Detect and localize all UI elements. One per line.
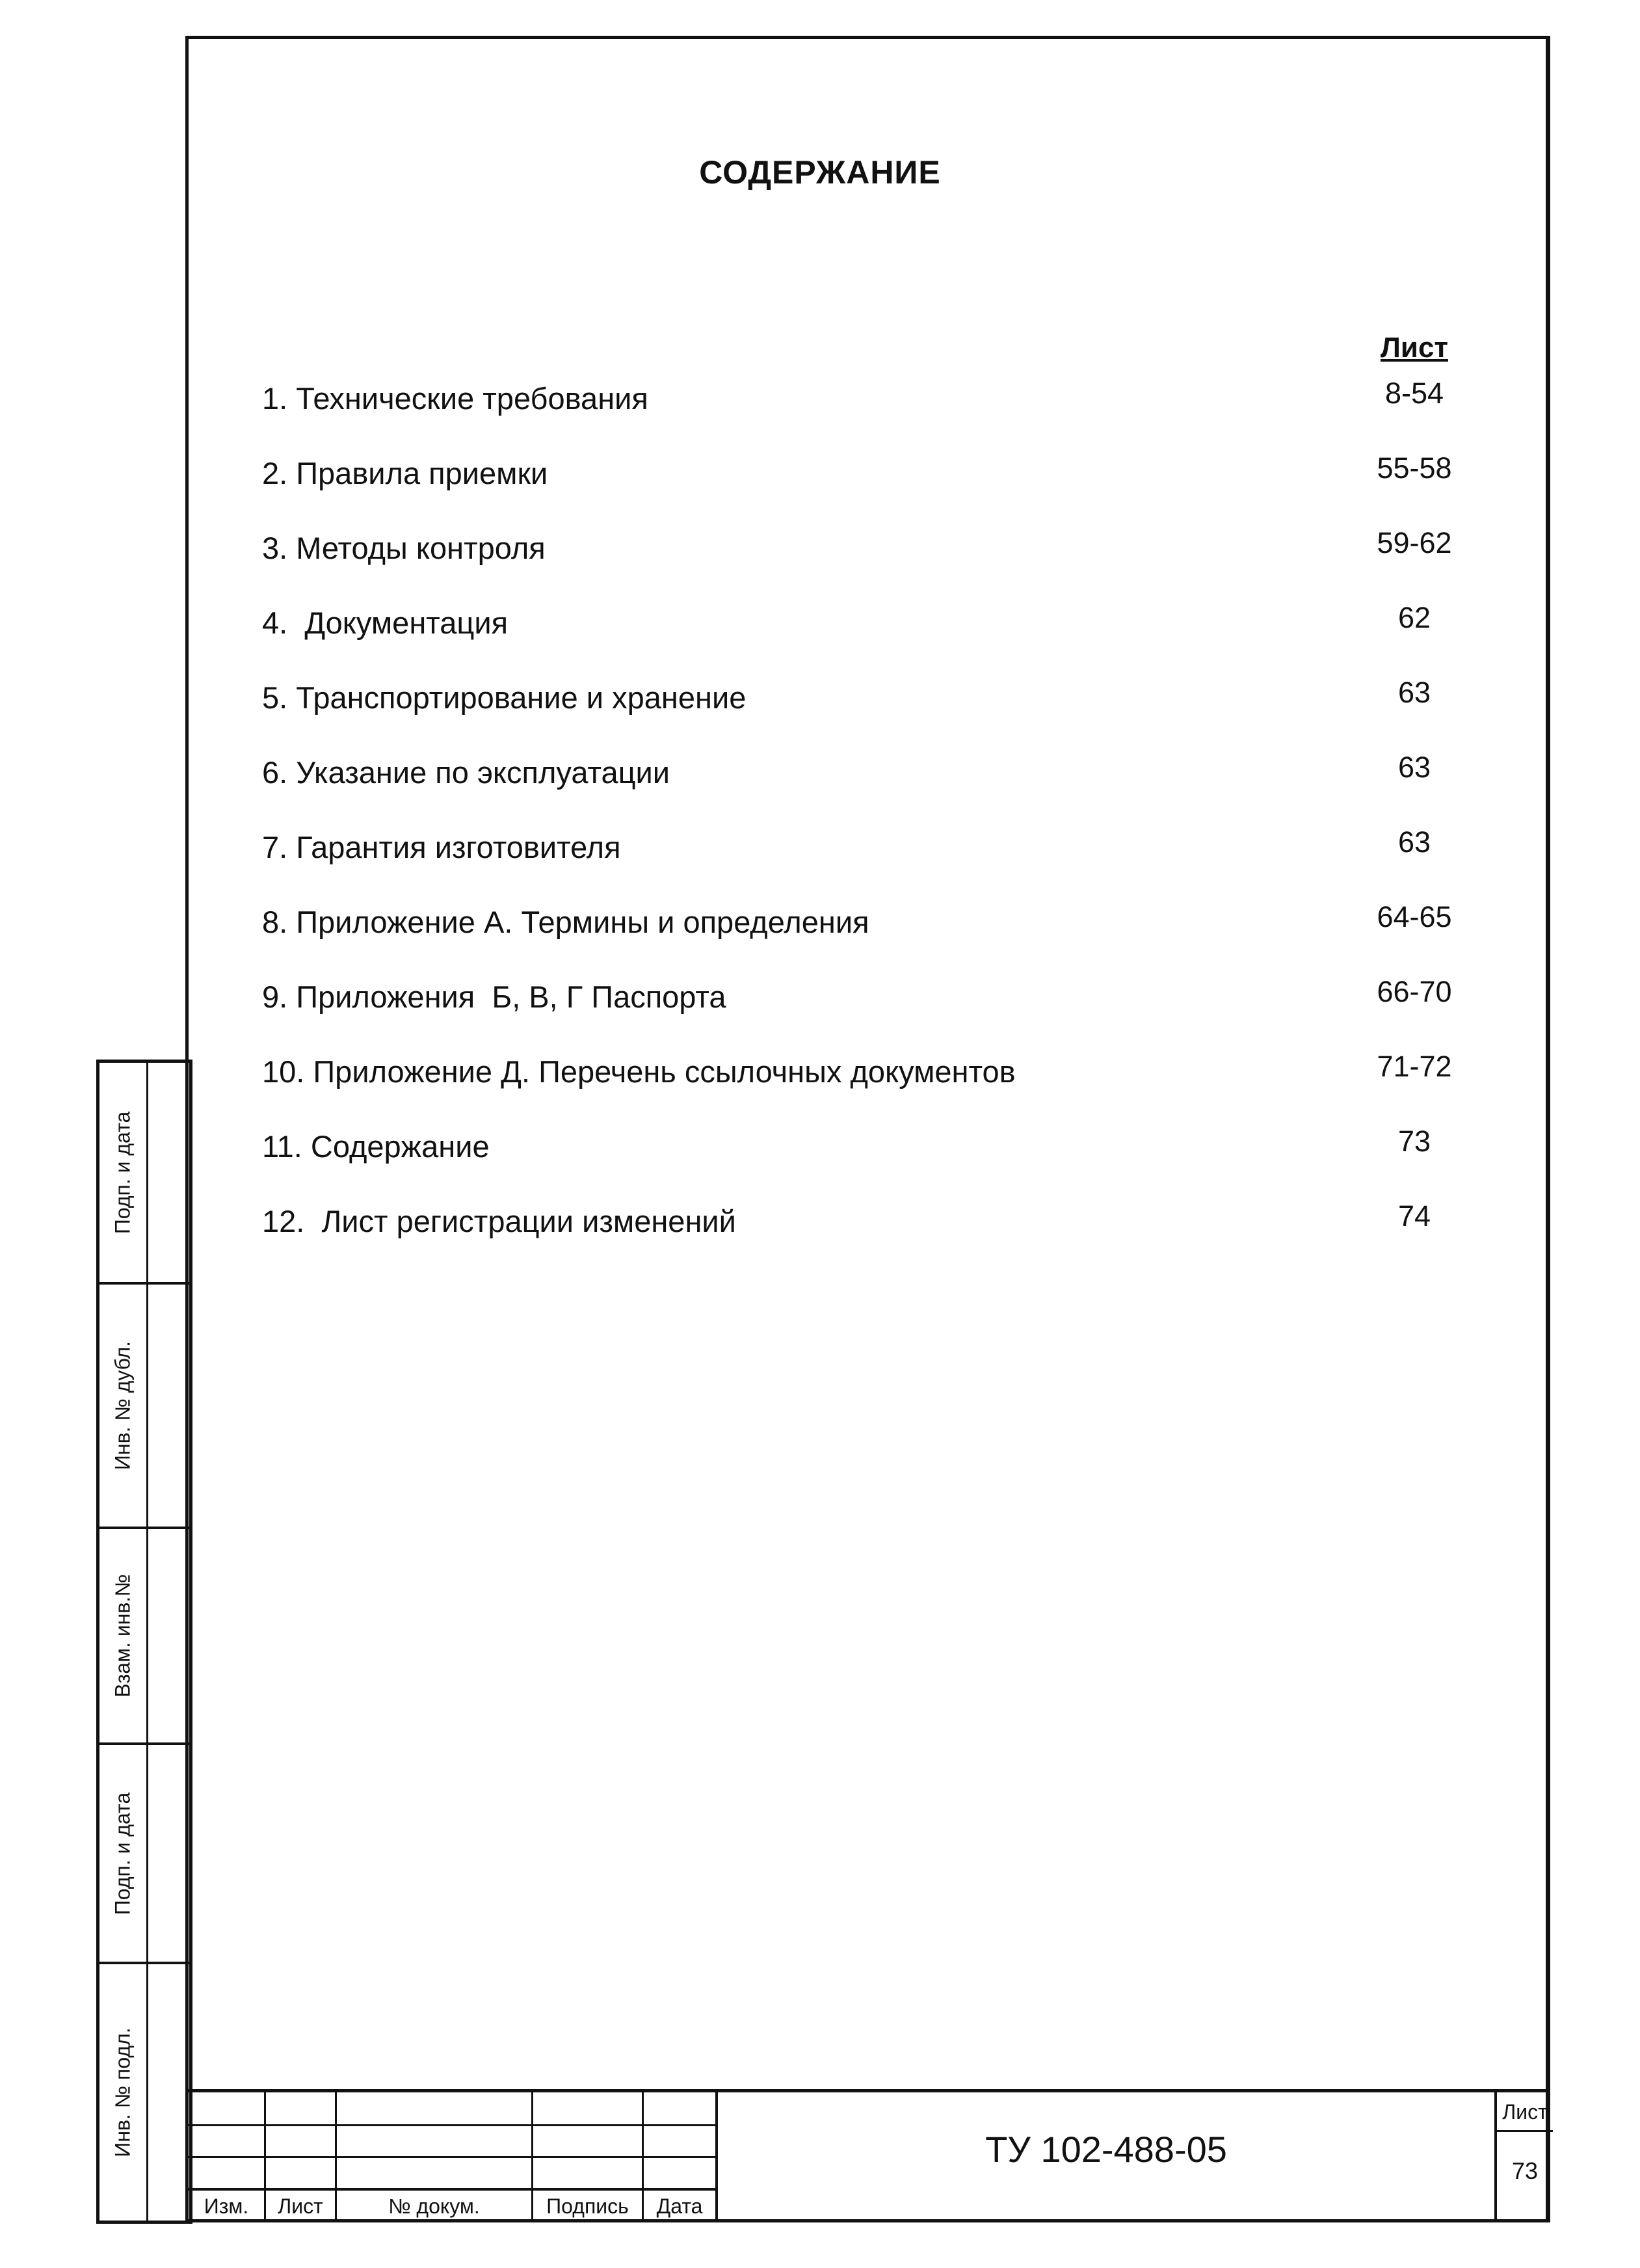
toc-row: [262, 526, 1452, 569]
side-cell-label: Инв. № дубл.: [111, 1341, 135, 1471]
toc-row: [262, 601, 1433, 644]
side-stamp-divider: [146, 1063, 148, 2221]
title-block-line: [189, 2124, 717, 2126]
toc-item-page: 55-58: [1377, 451, 1452, 485]
toc-item-label: 12. Лист регистрации изменений: [262, 1204, 736, 1238]
toc-item-page: 71-72: [1377, 1050, 1452, 1083]
toc-row: [262, 1125, 1433, 1167]
toc-item-page: 73: [1397, 1125, 1431, 1158]
toc-item-label: 3. Методы контроля: [262, 531, 546, 565]
toc-row: [262, 825, 1433, 868]
side-cell-label: Инв. № подл.: [111, 2027, 135, 2157]
toc-item-page: 64-65: [1377, 900, 1452, 933]
page-frame: [185, 36, 1550, 2156]
side-cell-label: Взам. инв.№: [111, 1574, 135, 1698]
toc-item-label: 8. Приложение А. Термины и определения: [262, 905, 869, 939]
side-stamp: [96, 1060, 192, 2224]
side-cell-replaced-inv: [99, 1529, 146, 1742]
column-label-signature: Подпись: [546, 2195, 629, 2218]
toc-column-header: Лист: [1381, 332, 1448, 364]
toc-row: [262, 975, 1452, 1018]
toc-item-label: 1. Технические требования: [262, 381, 648, 416]
toc-item-label: 9. Приложения Б, В, Г Паспорта: [262, 980, 726, 1014]
toc-item-page: 62: [1397, 601, 1431, 634]
toc-row: [262, 751, 1433, 794]
toc-item-page: 74: [1397, 1199, 1431, 1233]
title-block: [185, 2089, 1550, 2222]
page-title: СОДЕРЖАНИЕ: [699, 154, 941, 191]
toc-row: [262, 1199, 1433, 1242]
side-cell-signature-date-2: [99, 1745, 146, 1962]
column-label-doc-number: № докум.: [388, 2195, 480, 2218]
toc-item-page: 63: [1397, 751, 1431, 784]
title-block-line: [1494, 2130, 1553, 2132]
toc-item-page: 66-70: [1377, 975, 1452, 1008]
title-block-line: [189, 2156, 717, 2158]
toc-item-label: 10. Приложение Д. Перечень ссылочных документов: [262, 1054, 1016, 1089]
toc-item-page: 59-62: [1377, 526, 1452, 559]
column-label-revision: Изм.: [204, 2195, 249, 2218]
title-block-line: [189, 2188, 717, 2191]
toc-row: [262, 676, 1433, 719]
side-cell-original-inv: [99, 1964, 146, 2221]
side-cell-label: Подп. и дата: [111, 1792, 135, 1915]
sheet-number: 73: [1511, 2157, 1539, 2184]
toc-item-label: 6. Указание по эксплуатации: [262, 755, 670, 790]
column-label-date: Дата: [656, 2195, 703, 2218]
side-cell-signature-date: [99, 1063, 146, 1282]
toc-item-label: 5. Транспортирование и хранение: [262, 680, 747, 715]
toc-item-page: 63: [1397, 825, 1431, 859]
toc-item-label: 2. Правила приемки: [262, 456, 548, 490]
toc-row: [262, 900, 1452, 943]
toc-item-label: 4. Документация: [262, 606, 509, 640]
toc-item-page: 8-54: [1384, 377, 1444, 410]
toc-row: [262, 451, 1452, 494]
toc-row: [262, 377, 1444, 420]
toc-item-label: 11. Содержание: [262, 1129, 490, 1164]
side-cell-duplicate-inv: [99, 1285, 146, 1527]
toc-item-page: 63: [1397, 676, 1431, 709]
document-code: ТУ 102-488-05: [985, 2129, 1227, 2170]
toc-row: [262, 1050, 1452, 1093]
column-label-sheet: Лист: [278, 2195, 323, 2218]
sheet-label: Лист: [1502, 2100, 1548, 2124]
side-cell-label: Подп. и дата: [111, 1111, 135, 1234]
toc-item-label: 7. Гарантия изготовителя: [262, 830, 621, 864]
